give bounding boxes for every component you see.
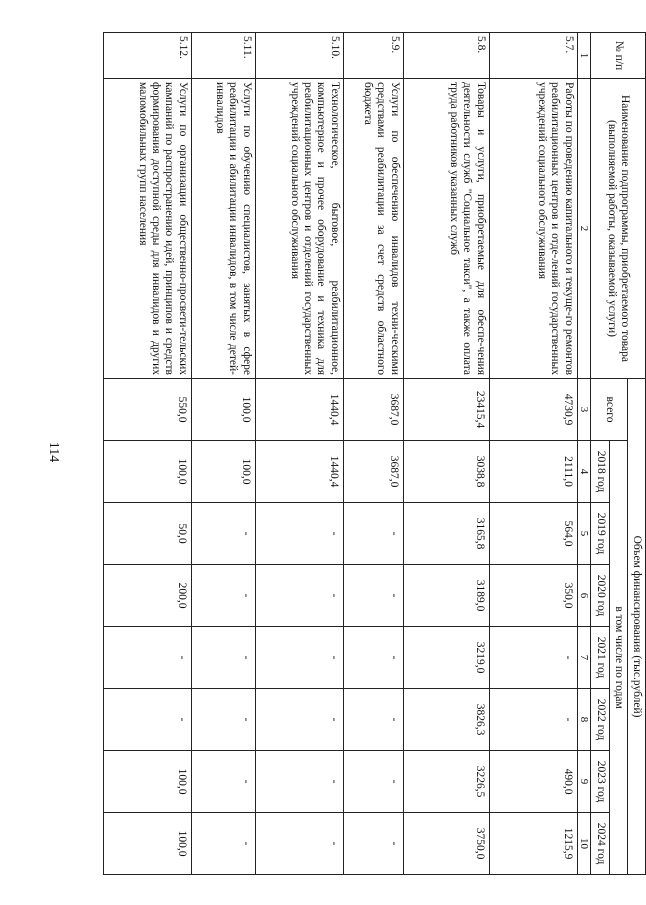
row-value: 100,0 [103,813,191,875]
column-index-cell: 6 [577,565,591,627]
row-value: - [255,565,343,627]
table-row [489,33,577,875]
header-year: 2020 год [591,565,609,627]
row-number: 5.11. [191,33,255,79]
row-name: Услуги по организации общественно-просвети-тельских кампаний по распространению идей, принципов и средств формирования доступной среды для инвалидов и других маломобильных групп населения [103,79,191,379]
row-name: Товары и услуги, приобретаемые для обеспе-чения деятельности служб "Социальное такси", а также оплата труда работников указанных служб [403,79,489,379]
column-index-cell: 7 [577,627,591,689]
row-value: - [489,627,577,689]
header-year: 2022 год [591,689,609,751]
row-name: Технологическое, бытовое, реабилитационное, компьютерное и прочее оборудование и техника для реабилитационных центров и отделений государственных учреждений социального обслуживания [255,79,343,379]
row-value: - [343,689,403,751]
row-value: - [343,751,403,813]
row-value: 3165,8 [403,503,489,565]
row-name: Услуги по обучению специалистов, занятых в сфере реабилитации и абилитации инвалидов, в том числе детей-инвалидов [191,79,255,379]
table-body [103,33,577,875]
row-value: - [103,689,191,751]
row-number: 5.10. [255,33,343,79]
row-value: 100,0 [191,379,255,441]
row-value: 3038,8 [403,441,489,503]
row-value: - [191,813,255,875]
column-index-cell: 9 [577,751,591,813]
row-number: 5.8. [403,33,489,79]
column-index-cell: 4 [577,441,591,503]
table-row [255,33,343,875]
row-value: - [343,503,403,565]
row-value: 550,0 [103,379,191,441]
header-year: 2024 год [591,813,609,875]
row-value: 100,0 [191,441,255,503]
header-year: 2018 год [591,441,609,503]
column-index-cell: 10 [577,813,591,875]
row-value: - [255,689,343,751]
row-value: - [191,565,255,627]
row-value: - [255,813,343,875]
header-year: 2023 год [591,751,609,813]
row-value: 2111,0 [489,441,577,503]
row-value: - [191,503,255,565]
row-number: 5.9. [343,33,403,79]
column-index-cell: 8 [577,689,591,751]
row-value: 100,0 [103,751,191,813]
row-value: - [343,627,403,689]
column-index-cell: 1 [577,33,591,79]
row-value: - [343,565,403,627]
row-value: 50,0 [103,503,191,565]
row-value: 200,0 [103,565,191,627]
row-value: 4730,9 [489,379,577,441]
row-value: 1440,4 [255,379,343,441]
row-value: 100,0 [103,441,191,503]
row-value: 350,0 [489,565,577,627]
row-value: - [343,813,403,875]
row-value: 23415,4 [403,379,489,441]
row-value: - [191,627,255,689]
row-value: - [255,503,343,565]
row-value: - [191,689,255,751]
funding-table-container [126,32,646,874]
row-value: 3687,0 [343,441,403,503]
table-row [103,33,191,875]
page-number: 114 [46,441,61,463]
row-value: - [191,751,255,813]
row-value: - [255,751,343,813]
row-value: 3219,0 [403,627,489,689]
row-number: 5.7. [489,33,577,79]
table-row [403,33,489,875]
row-value: 490,0 [489,751,577,813]
header-name: Наименование подпрограммы, приобретаемого товара (выполняемой работы, оказываемой услуги) [591,79,646,379]
row-value: 3226,5 [403,751,489,813]
row-value: - [103,627,191,689]
row-value: 1440,4 [255,441,343,503]
header-total: всего [591,379,627,441]
row-value: 3687,0 [343,379,403,441]
row-name: Работы по проведению капитального и текуще-го ремонтов реабилитационных центров и отде-лений государственных учреждений социального обслуживания [489,79,577,379]
column-index-cell: 5 [577,503,591,565]
row-value: 1215,9 [489,813,577,875]
row-number: 5.12. [103,33,191,79]
funding-table [103,32,646,875]
column-index-cell: 3 [577,379,591,441]
header-no: № п/п [591,33,646,79]
column-index-cell: 2 [577,79,591,379]
row-name: Услуги по обеспечению инвалидов техни-ческими средствами реабилитации за счет средств областного бюджета [343,79,403,379]
header-year: 2021 год [591,627,609,689]
row-value: 3189,0 [403,565,489,627]
row-value: 3826,3 [403,689,489,751]
row-value: 3750,0 [403,813,489,875]
header-funding: Объем финансирования (тыс.рублей) [627,379,645,875]
table-row [343,33,403,875]
header-year: 2019 год [591,503,609,565]
row-value: - [255,627,343,689]
column-index-row [577,33,591,875]
header-including: в том числе по годам [609,441,627,875]
table-row [191,33,255,875]
row-value: - [489,689,577,751]
row-value: 564,0 [489,503,577,565]
